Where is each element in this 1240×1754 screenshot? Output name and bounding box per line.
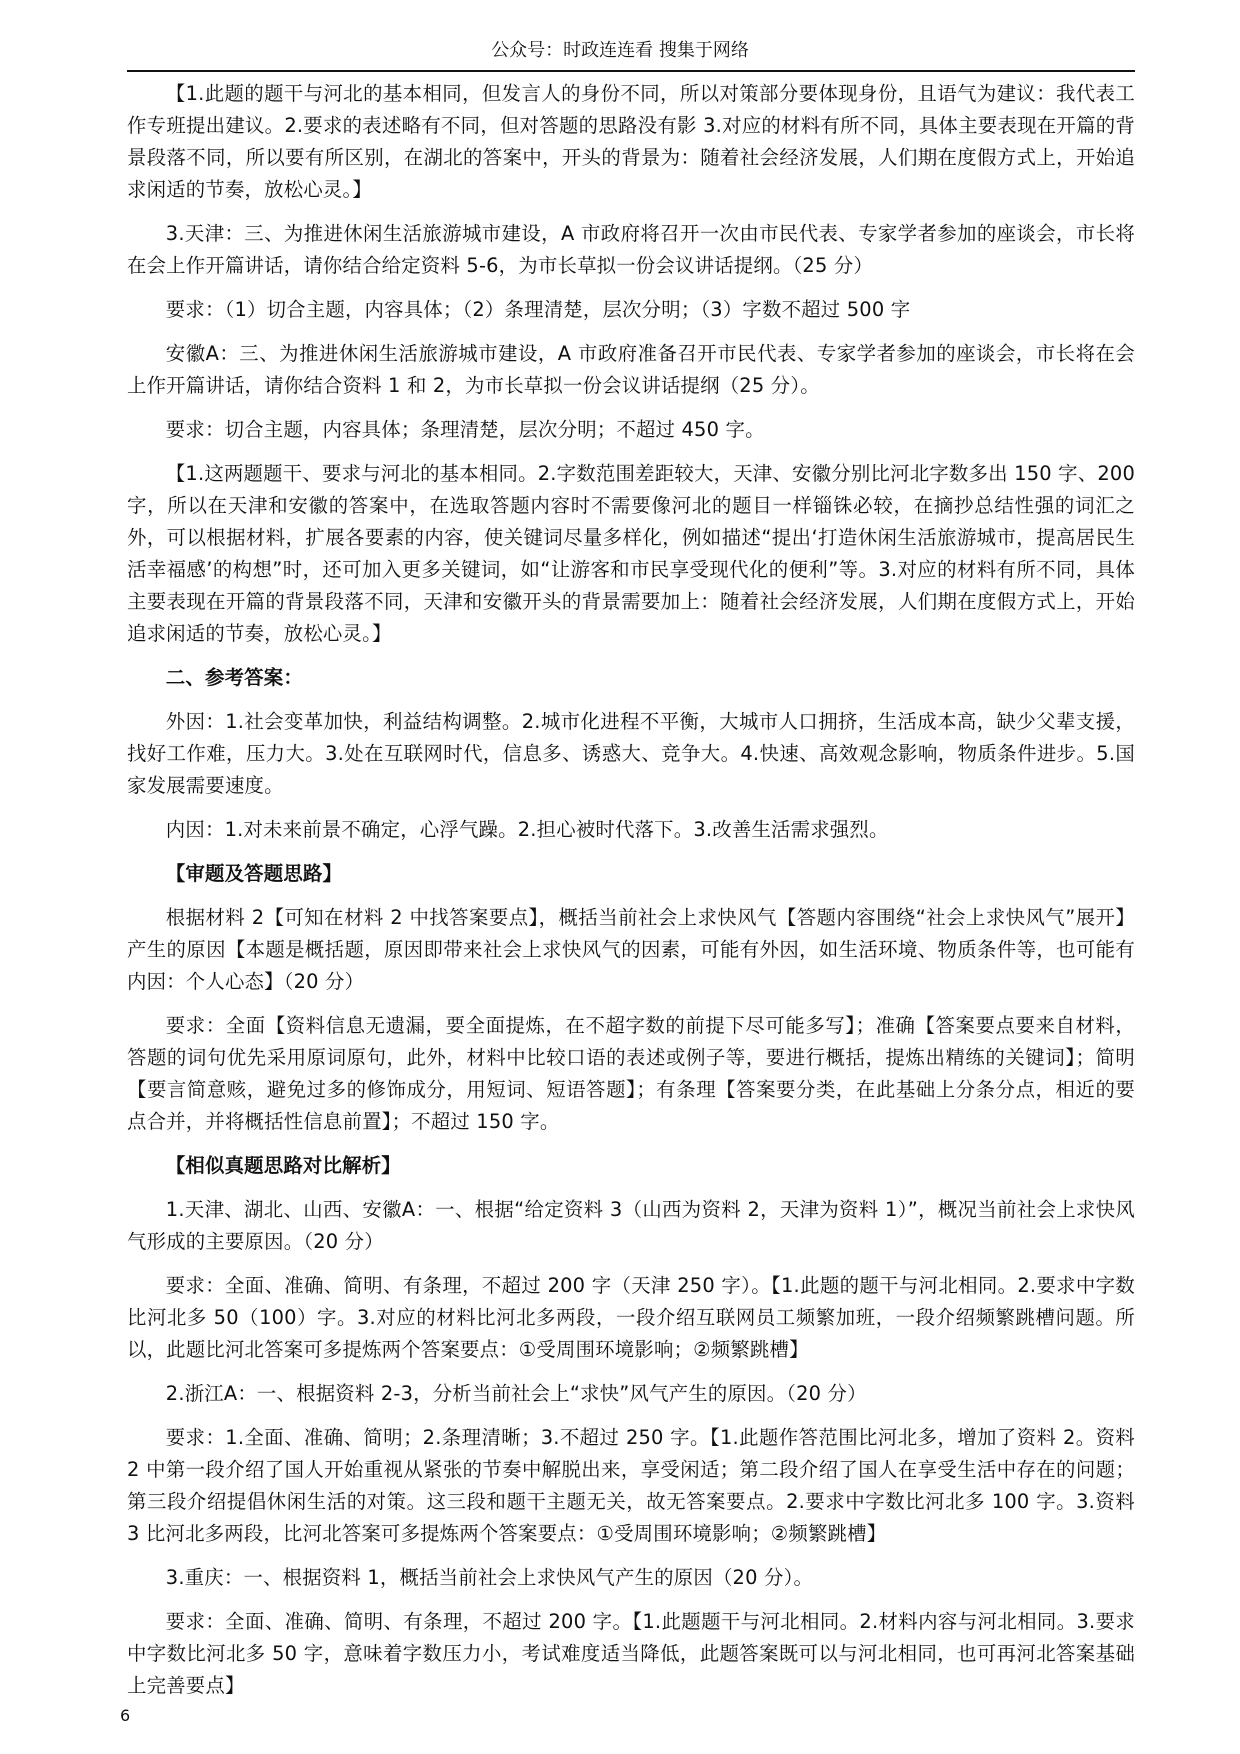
header-rule — [127, 70, 1135, 72]
section-heading: 【相似真题思路对比解析】 — [165, 1154, 401, 1177]
paragraph: 要求：全面【资料信息无遗漏，要全面提炼，在不超字数的前提下尽可能多写】；准确【答案要点要来自材料，答题的词句优先采用原词原句，此外，材料中比较口语的表述或例子等，要进行概括，提炼出精练的关键词】；简明【要言简意赅，避免过多的修饰成分，用短词、短语答题】；有条理【答案要分类，在此基础上分条分点，相近的要点合并，并将概括性信息前置】；不超过 150 字。 — [127, 1014, 1135, 1133]
paragraph: 根据材料 2【可知在材料 2 中找答案要点】，概括当前社会上求快风气【答题内容围绕“社会上求快风气”展开】产生的原因【本题是概括题，原因即带来社会上求快风气的因素，可能有外因，如生活环境、物质条件等，也可能有内因：个人心态】（20 分） — [127, 906, 1135, 993]
paragraph: 3.天津：三、为推进休闲生活旅游城市建设，A 市政府将召开一次由市民代表、专家学者参加的座谈会，市长将在会上作开篇讲话，请你结合给定资料 5-6，为市长草拟一份会议讲话提纲。（25 分） — [127, 222, 1135, 277]
section-heading: 二、参考答案： — [165, 666, 303, 689]
page-number: 6 — [120, 1706, 131, 1725]
paragraph: 要求：全面、准确、简明、有条理，不超过 200 字（天津 250 字）。【1.此题的题干与河北相同。2.要求中字数比河北多 50（100）字。3.对应的材料比河北多两段，一段介绍互联网员工频繁加班，一段介绍频繁跳槽问题。所以，此题比河北答案可多提炼两个答案要点：①受周围环境影响；②频繁跳槽】 — [127, 1274, 1135, 1361]
paragraph: 【1.此题的题干与河北的基本相同，但发言人的身份不同，所以对策部分要体现身份，且语气为建议：我代表工作专班提出建议。2.要求的表述略有不同，但对答题的思路没有影 3.对应的材料有所不同，具体主要表现在开篇的背景段落不同，所以要有所区别，在湖北的答案中，开头的背景为：随着社会经济发展，人们期在度假方式上，开始追求闲适的节奏，放松心灵。】 — [127, 82, 1135, 201]
paragraph: 要求：全面、准确、简明、有条理，不超过 200 字。【1.此题题干与河北相同。2.材料内容与河北相同。3.要求中字数比河北多 50 字，意味着字数压力小，考试难度适当降低，此题答案既可以与河北相同，也可再河北答案基础上完善要点】 — [127, 1610, 1135, 1697]
paragraph: 【1.这两题题干、要求与河北的基本相同。2.字数范围差距较大，天津、安徽分别比河北字数多出 150 字、200 字，所以在天津和安徽的答案中，在选取答题内容时不需要像河北的题目一样锱铢必较，在摘抄总结性强的词汇之外，可以根据材料，扩展各要素的内容，使关键词尽量多样化，例如描述“提出‘打造休闲生活旅游城市，提高居民生活幸福感’的构想”时，还可加入更多关键词，如“让游客和市民享受现代化的便利”等。3.对应的材料有所不同，具体主要表现在开篇的背景段落不同，天津和安徽开头的背景需要加上：随着社会经济发展，人们期在度假方式上，开始追求闲适的节奏，放松心灵。】 — [127, 462, 1135, 645]
page-body — [127, 78, 1135, 1714]
section-heading: 【审题及答题思路】 — [165, 862, 343, 885]
paragraph: 要求：1.全面、准确、简明；2.条理清晰；3.不超过 250 字。【1.此题作答范围比河北多，增加了资料 2。资料 2 中第一段介绍了国人开始重视从紧张的节奏中解脱出来，享受闲适；第二段介绍了国人在享受生活中存在的问题；第三段介绍提倡休闲生活的对策。这三段和题干主题无关，故无答案要点。2.要求中字数比河北多 100 字。3.资料 3 比河北多两段，比河北答案可多提炼两个答案要点：①受周围环境影响；②频繁跳槽】 — [127, 1426, 1135, 1545]
paragraph: 内因：1.对未来前景不确定，心浮气躁。2.担心被时代落下。3.改善生活需求强烈。 — [165, 818, 889, 841]
page-header: 公众号：时政连连看 搜集于网络 — [491, 40, 749, 61]
paragraph: 外因：1.社会变革加快，利益结构调整。2.城市化进程不平衡，大城市人口拥挤，生活成本高，缺少父辈支援，找好工作难，压力大。3.处在互联网时代，信息多、诱惑大、竞争大。4.快速、高效观念影响，物质条件进步。5.国家发展需要速度。 — [127, 710, 1135, 797]
paragraph: 2.浙江A：一、根据资料 2-3，分析当前社会上“求快”风气产生的原因。（20 分） — [165, 1382, 867, 1405]
paragraph: 1.天津、湖北、山西、安徽A：一、根据“给定资料 3（山西为资料 2，天津为资料 1）”，概况当前社会上求快风气形成的主要原因。（20 分） — [127, 1198, 1135, 1253]
paragraph: 要求：（1）切合主题，内容具体；（2）条理清楚，层次分明；（3）字数不超过 500 字 — [165, 298, 911, 321]
paragraph: 要求：切合主题，内容具体；条理清楚，层次分明；不超过 450 字。 — [165, 418, 765, 441]
paragraph: 安徽A：三、为推进休闲生活旅游城市建设，A 市政府准备召开市民代表、专家学者参加的座谈会，市长将在会上作开篇讲话，请你结合资料 1 和 2，为市长草拟一份会议讲话提纲（25 分）。 — [127, 342, 1135, 397]
paragraph: 3.重庆：一、根据资料 1，概括当前社会上求快风气产生的原因（20 分）。 — [165, 1566, 814, 1589]
